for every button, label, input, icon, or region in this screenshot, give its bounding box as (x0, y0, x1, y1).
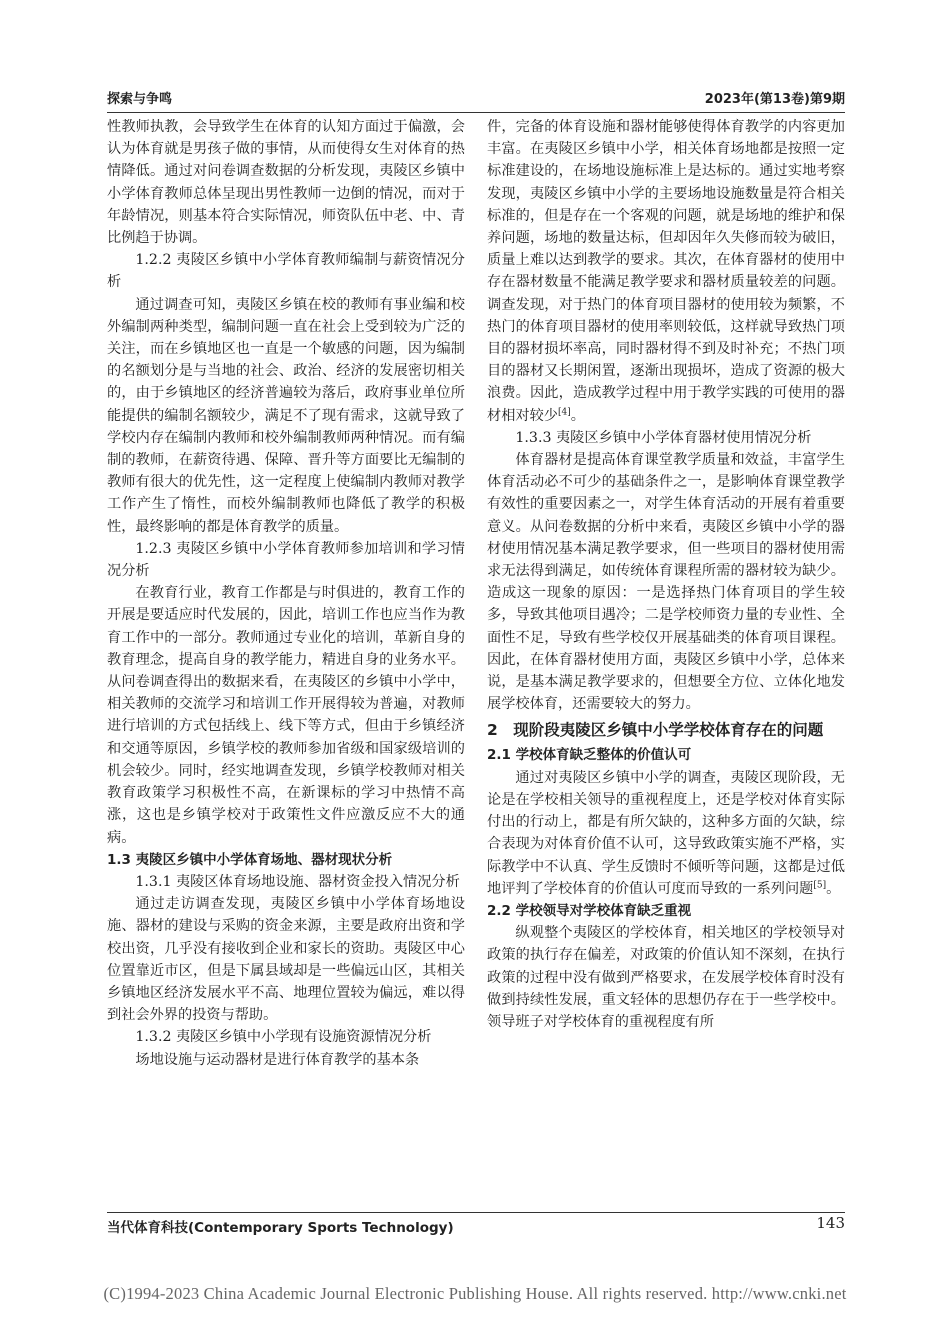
header-column-title: 探索与争鸣 (107, 92, 173, 107)
paragraph (487, 449, 845, 715)
paragraph-text: 2.1 学校体育缺乏整体的价值认可 (487, 747, 692, 764)
subsection-heading (487, 427, 845, 449)
header-rule (107, 112, 845, 113)
subsection-heading (107, 871, 465, 893)
footer-rule (107, 1212, 845, 1213)
running-footer (107, 1216, 845, 1238)
paragraph-text: 1.2.3 夷陵区乡镇中小学体育教师参加培训和学习情况分析 (107, 540, 465, 580)
paragraph-text: 2 现阶段夷陵区乡镇中小学学校体育存在的问题 (487, 721, 824, 740)
paragraph-text: 通过调查可知，夷陵区乡镇在校的教师有事业编和校外编制两种类型，编制问题一直在社会上受到较为广泛的关注，而在乡镇地区也一直是一个敏感的问题，因为编制的名额划分是与当地的社会、政治、经济的发展密切相关的，由于乡镇地区的经济普遍较为落后，政府事业单位所能提供的编制名额较少，满足不了现有需求，这就导致了学校内存在编制内教师和校外编制教师两种情况。而有编制的教师，在薪资待遇、保障、晋升等方面要比无编制的教师有很大的优先性，这一定程度上使编制内教师对教学工作产生了惰性，而校外编制教师也降低了教学的积极性，最终影响的都是体育教学的质量。 (107, 296, 465, 535)
paragraph (107, 294, 465, 538)
paragraph-continued (107, 116, 465, 249)
section-heading (487, 900, 845, 922)
chapter-heading (487, 719, 845, 742)
paragraph (107, 1049, 465, 1071)
citation-ref: [5] (813, 879, 827, 890)
copyright-notice: (C)1994-2023 China Academic Journal Electronic Publishing House. All rights reserved. http://www.cnki.net (103, 1284, 847, 1303)
paragraph-text: 通过对夷陵区乡镇中小学的调查，夷陵区现阶段，无论是在学校相关领导的重视程度上，还是学校对体育实际付出的行动上，都是有所欠缺的，这种多方面的欠缺，综合表现为对体育价值不认可，这导致政策实施不严格，实际教学中不认真、学生反馈时不倾听等问题，这都是过低地评判了学校体育的价值认可度而导致的一系列问题 (487, 769, 845, 897)
section-heading (487, 744, 845, 766)
paragraph-text: 1.3.3 夷陵区乡镇中小学体育器材使用情况分析 (515, 429, 812, 446)
paragraph-text: 1.3.1 夷陵区体育场地设施、器材资金投入情况分析 (135, 873, 460, 890)
paragraph-tail: 。 (570, 407, 585, 424)
right-column (487, 116, 845, 1033)
paragraph-text: 场地设施与运动器材是进行体育教学的基本条 (135, 1051, 420, 1068)
subsection-heading (107, 1026, 465, 1048)
subsection-heading (107, 249, 465, 293)
paragraph-text: 通过走访调查发现，夷陵区乡镇中小学体育场地设施、器材的建设与采购的资金来源，主要是政府出资和学校出资，几乎没有接收到企业和家长的资助。夷陵区中心位置靠近市区，但是下属县域却是一些偏远山区，其相关乡镇地区经济发展水平不高、地理位置较为偏远，难以得到社会外界的投资与帮助。 (107, 896, 465, 1024)
paragraph (107, 582, 465, 848)
left-column (107, 116, 465, 1071)
paragraph-text: 1.2.2 夷陵区乡镇中小学体育教师编制与薪资情况分析 (107, 252, 465, 291)
subsection-heading (107, 538, 465, 582)
paragraph (487, 767, 845, 900)
paragraph-tail: 。 (826, 880, 841, 897)
footer-journal-name: 当代体育科技(Contemporary Sports Technology) (107, 1220, 454, 1236)
paragraph-text: 1.3 夷陵区乡镇中小学体育场地、器材现状分析 (107, 851, 393, 868)
paragraph-text: 件，完备的体育设施和器材能够使得体育教学的内容更加丰富。在夷陵区乡镇中小学，相关体育场地都是按照一定标准建设的，在场地设施标准上是达标的。通过实地考察发现，夷陵区乡镇中小学的主要场地设施数量是符合相关标准的，但是存在一个客观的问题，就是场地的维护和保养问题，场地的数量达标，但却因年久失修而较为破旧，质量上难以达到教学的要求。其次，在体育器材的使用中存在器材数量不能满足教学要求和器材质量较差的问题。调查发现，对于热门的体育项目器材的使用较为频繁，不热门的体育项目器材的使用率则较低，这样就导致热门项目的器材损坏率高，同时器材得不到及时补充；不热门项目的器材又长期闲置，逐渐出现损坏，造成了资源的极大浪费。因此，造成教学过程中用于教学实践的可使用的器材相对较少 (487, 119, 845, 424)
paragraph-continued (487, 116, 845, 427)
citation-ref: [4] (557, 406, 571, 417)
paragraph-text: 1.3.2 夷陵区乡镇中小学现有设施资源情况分析 (135, 1029, 432, 1046)
header-issue: 2023年(第13卷)第9期 (704, 92, 845, 107)
running-header (107, 88, 845, 110)
paragraph-text: 纵观整个夷陵区的学校体育，相关地区的学校领导对政策的执行存在偏差，对政策的价值认知不深刻，在执行政策的过程中没有做到严格要求，在发展学校体育时没有做到持续性发展，重文轻体的思想仍存在于一些学校中。领导班子对学校体育的重视程度有所 (487, 925, 845, 1030)
paragraph (487, 922, 845, 1033)
paragraph-text: 体育器材是提高体育课堂教学质量和效益，丰富学生体育活动必不可少的基础条件之一，是影响体育课堂教学有效性的重要因素之一，对学生体育活动的开展有着重要意义。从问卷数据的分析中来看，夷陵区乡镇中小学的器材使用情况基本满足教学要求，但一些项目的器材使用需求无法得到满足，如传统体育课程所需的器材较为缺少。造成这一现象的原因：一是选择热门体育项目的学生较多，导致其他项目遇冷；二是学校师资力量的专业性、全面性不足，导致有些学校仅开展基础类的体育项目课程。因此，在体育器材使用方面，夷陵区乡镇中小学，总体来说，是基本满足教学要求的，但想要全方位、立体化地发展学校体育，还需要较大的努力。 (487, 452, 845, 713)
paragraph-text: 性教师执教，会导致学生在体育的认知方面过于偏激，会认为体育就是男孩子做的事情，从而使得女生对体育的热情降低。通过对问卷调查数据的分析发现，夷陵区乡镇中小学体育教师总体呈现出男性教师一边倒的情况，而对于年龄情况，则基本符合实际情况，师资队伍中老、中、青比例趋于协调。 (107, 119, 465, 247)
page-number: 143 (816, 1214, 845, 1232)
paragraph-text: 在教育行业，教育工作都是与时俱进的，教育工作的开展是要适应时代发展的，因此，培训工作也应当作为教育工作中的一部分。教师通过专业化的培训，革新自身的教育理念，提高自身的教学能力，精进自身的业务水平。从问卷调查得出的数据来看，在夷陵区的乡镇中小学中，相关教师的交流学习和培训工作开展得较为普遍，对教师进行培训的方式包括线上、线下等方式，但由于乡镇经济和交通等原因，乡镇学校的教师参加省级和国家级培训的机会较少。同时，经实地调查发现，乡镇学校教师对相关教育政策学习积极性不高，在新课标的学习中热情不高涨，这也是乡镇学校对于政策性文件应激反应不大的通病。 (107, 585, 465, 846)
section-heading (107, 849, 465, 871)
paragraph (107, 893, 465, 1026)
paragraph-text: 2.2 学校领导对学校体育缺乏重视 (487, 902, 692, 919)
